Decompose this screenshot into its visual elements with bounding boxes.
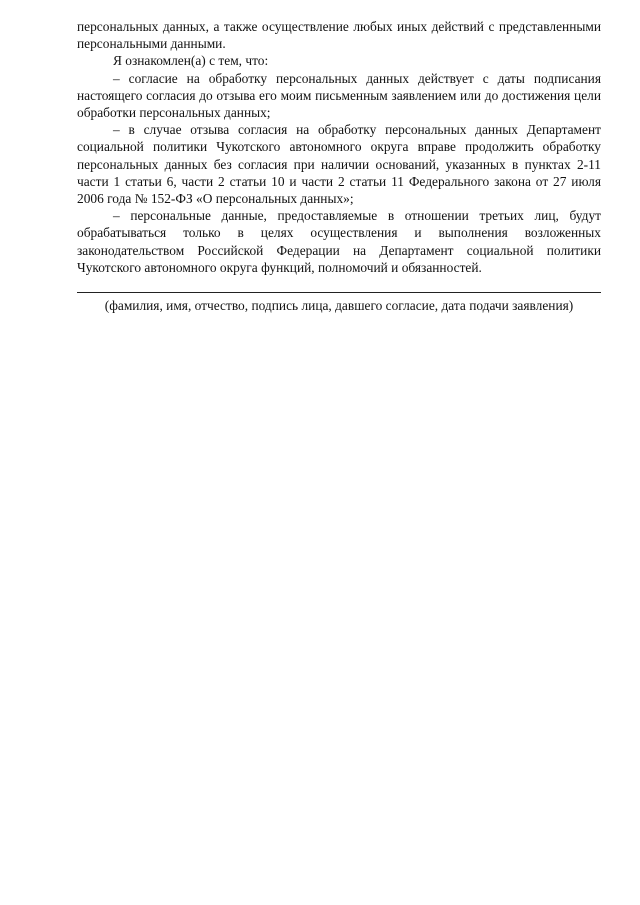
document-body <box>77 18 601 314</box>
signature-line <box>77 292 601 293</box>
paragraph-consent-validity: – согласие на обработку персональных данных действует с даты подписания настоящего согласия до отзыва его моим письменным заявлением или до достижения цели обработки персональных данных; <box>77 70 601 121</box>
paragraph-third-party-data: – персональные данные, предоставляемые в отношении третьих лиц, будут обрабатываться только в целях осуществления и выполнения возложенных законодательством Российской Федерации на Департамент социальной политики Чукотского автономного округа функций, полномочий и обязанностей. <box>77 208 601 275</box>
signature-caption: (фамилия, имя, отчество, подпись лица, давшего согласие, дата подачи заявления) <box>104 298 574 314</box>
paragraph-continuation: персональных данных, а также осуществление любых иных действий с представленными персональными данными. <box>77 19 601 52</box>
paragraph-consent-withdrawal: – в случае отзыва согласия на обработку персональных данных Департамент социальной политики Чукотского автономного округа вправе продолжить обработку персональных данных без согласия при наличии оснований, указанных в пунктах 2-11 части 1 статьи 6, части 2 статьи 10 и части 2 статьи 11 Федерального закона от 27 июля 2006 года № 152-ФЗ «О персональных данных»; <box>77 122 601 207</box>
paragraph-acknowledgement: Я ознакомлен(а) с тем, что: <box>113 53 269 69</box>
